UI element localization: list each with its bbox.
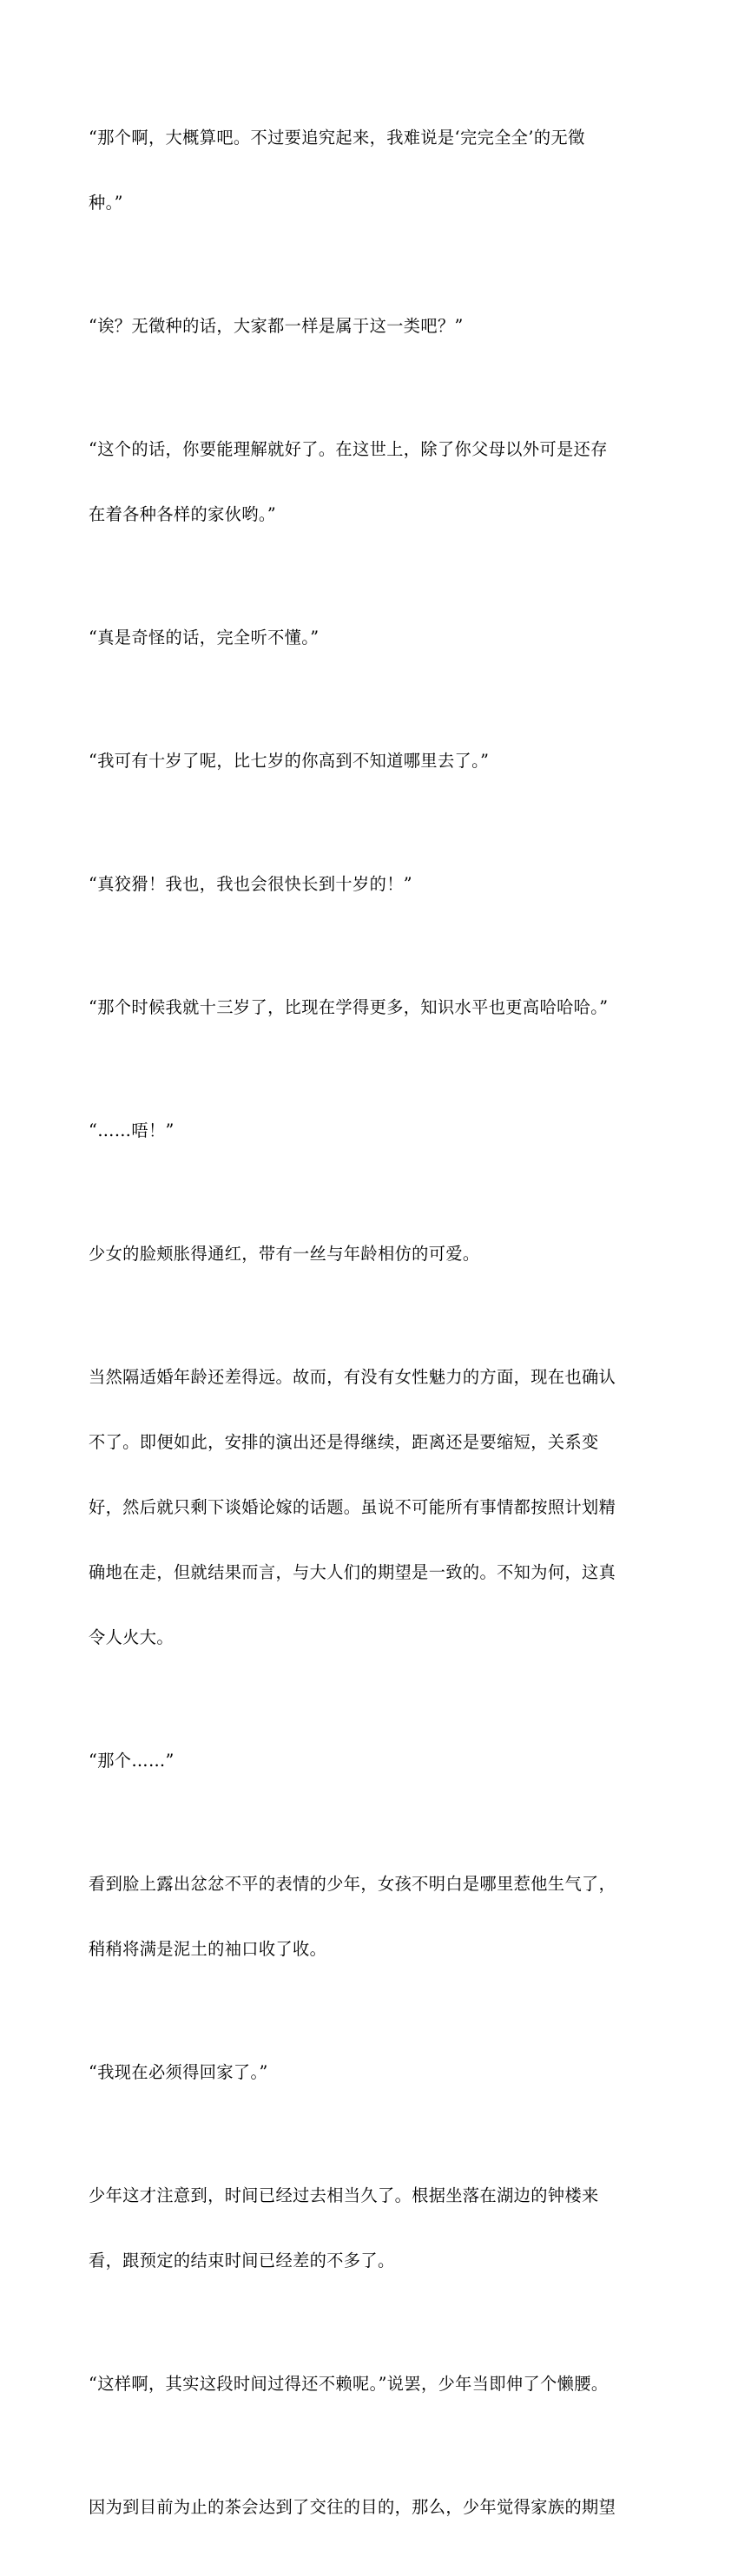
body-text [89,83,651,2576]
text-line: “那个……” [89,1751,175,1771]
paragraph [89,83,651,257]
text-line: 确地在走，但就结果而言，与大人们的期望是一致的。不知为何，这真 [89,1562,616,1582]
text-line: “那个时候我就十三岁了，比现在学得更多，知识水平也更高哈哈哈。” [89,997,609,1017]
paragraph [89,272,651,380]
text-line: 当然隔适婚年龄还差得远。故而，有没有女性魅力的方面，现在也确认 [89,1367,616,1387]
paragraph [89,395,651,568]
text-line: “诶？无徵种的话，大家都一样是属于这一类吧？” [89,316,464,336]
paragraph [89,2453,651,2561]
paragraph [89,1323,651,1692]
paragraph [89,1830,651,2003]
paragraph [89,2330,651,2438]
text-line: 令人火大。 [89,1627,174,1647]
text-line: 少年这才注意到，时间已经过去相当久了。根据坐落在湖边的钟楼来 [89,2185,599,2205]
text-line: 在着各种各样的家伙哟。” [89,504,277,524]
paragraph [89,1199,651,1308]
text-line: “那个啊，大概算吧。不过要追究起来，我难说是‘完完全全’的无徵 [89,128,585,148]
text-line: 看到脸上露出忿忿不平的表情的少年，女孩不明白是哪里惹他生气了， [89,1874,616,1894]
paragraph [89,2018,651,2126]
text-line: 好，然后就只剩下谈婚论嫁的话题。虽说不可能所有事情都按照计划精 [89,1497,616,1517]
text-line: “我可有十岁了呢，比七岁的你高到不知道哪里去了。” [89,751,490,771]
text-line: 少女的脸颊胀得通红，带有一丝与年龄相仿的可爱。 [89,1244,480,1264]
paragraph [89,583,651,692]
text-line: “真狡猾！我也，我也会很快长到十岁的！” [89,874,412,894]
paragraph [89,1706,651,1815]
text-line: 稍稍将满是泥土的袖口收了收。 [89,1939,327,1959]
paragraph [89,1076,651,1185]
text-line: 不了。即便如此，安排的演出还是得继续，距离还是要缩短，关系变 [89,1432,599,1452]
paragraph [89,706,651,815]
text-line: “这样啊，其实这段时间过得还不赖呢。”说罢，少年当即伸了个懒腰。 [89,2374,609,2394]
text-line: 种。” [89,193,123,213]
paragraph [89,2141,651,2315]
text-line: “……唔！” [89,1120,175,1140]
paragraph [89,953,651,1061]
text-line: 看，跟预定的结束时间已经差的不多了。 [89,2251,395,2270]
text-line: “这个的话，你要能理解就好了。在这世上，除了你父母以外可是还存 [89,439,608,459]
paragraph [89,830,651,938]
text-line: 因为到目前为止的茶会达到了交往的目的，那么，少年觉得家族的期望 [89,2497,616,2517]
text-line: “我现在必须得回家了。” [89,2062,268,2082]
text-line: “真是奇怪的话，完全听不懂。” [89,628,320,647]
